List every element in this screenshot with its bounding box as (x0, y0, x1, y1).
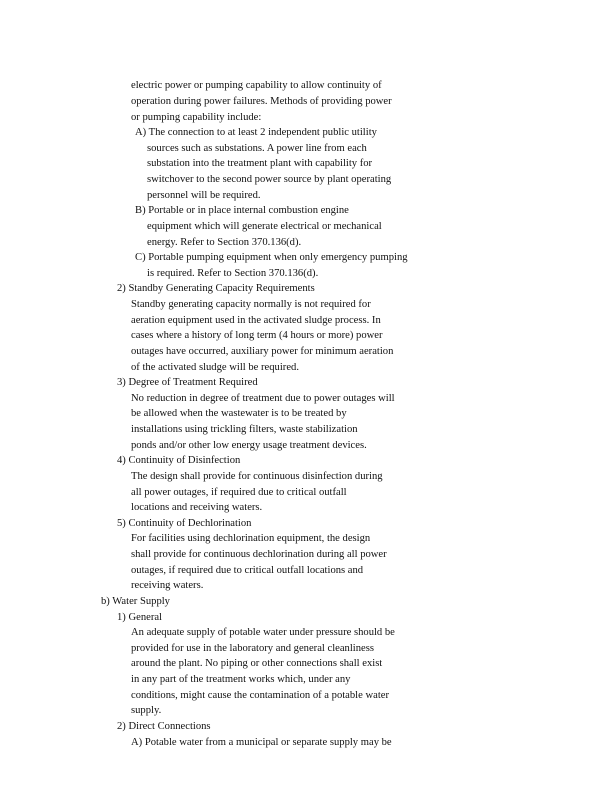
text-line: shall provide for continuous dechlorination during all power (131, 549, 387, 560)
text-line: or pumping capability include: (131, 112, 262, 123)
text-line: supply. (131, 705, 162, 716)
text-line: personnel will be required. (147, 190, 261, 201)
text-line: electric power or pumping capability to allow continuity of (131, 80, 382, 91)
text-line: conditions, might cause the contamination of a potable water (131, 690, 390, 701)
text-line: cases where a history of long term (4 hours or more) power (131, 330, 383, 341)
section-heading: 3) Degree of Treatment Required (117, 377, 258, 388)
text-line: For facilities using dechlorination equipment, the design (131, 533, 371, 544)
text-line: outages, if required due to critical outfall locations and (131, 565, 364, 576)
text-line: ponds and/or other low energy usage treatment devices. (131, 440, 367, 451)
section-heading: 4) Continuity of Disinfection (117, 455, 241, 466)
section-heading: 5) Continuity of Dechlorination (117, 518, 252, 529)
text-line: in any part of the treatment works which, under any (131, 674, 351, 685)
list-marker-line: C) Portable pumping equipment when only emergency pumping (135, 252, 408, 263)
list-marker-line: B) Portable or in place internal combustion engine (135, 205, 349, 216)
list-marker-line: A) The connection to at least 2 independent public utility (135, 127, 377, 138)
text-line: of the activated sludge will be required. (131, 362, 299, 373)
section-heading: 2) Direct Connections (117, 721, 211, 732)
section-heading: 2) Standby Generating Capacity Requirements (117, 283, 315, 294)
text-line: be allowed when the wastewater is to be treated by (131, 408, 347, 419)
text-line: provided for use in the laboratory and general cleanliness (131, 643, 374, 654)
text-line: is required. Refer to Section 370.136(d). (147, 268, 319, 279)
text-line: locations and receiving waters. (131, 502, 263, 513)
section-heading: 1) General (117, 612, 162, 623)
text-line: switchover to the second power source by plant operating (147, 174, 392, 185)
text-line: energy. Refer to Section 370.136(d). (147, 237, 302, 248)
text-line: aeration equipment used in the activated sludge process. In (131, 315, 381, 326)
text-line: The design shall provide for continuous disinfection during (131, 471, 383, 482)
text-line: Standby generating capacity normally is not required for (131, 299, 371, 310)
text-line: An adequate supply of potable water under pressure should be (131, 627, 395, 638)
text-line: around the plant. No piping or other connections shall exist (131, 658, 383, 669)
text-line: sources such as substations. A power line from each (147, 143, 367, 154)
list-marker-line: A) Potable water from a municipal or separate supply may be (131, 737, 392, 748)
text-line: receiving waters. (131, 580, 204, 591)
text-line: substation into the treatment plant with capability for (147, 158, 373, 169)
text-line: installations using trickling filters, waste stabilization (131, 424, 358, 435)
text-line: outages have occurred, auxiliary power for minimum aeration (131, 346, 394, 357)
section-heading: b) Water Supply (101, 596, 170, 607)
text-line: equipment which will generate electrical or mechanical (147, 221, 382, 232)
text-line: No reduction in degree of treatment due to power outages will (131, 393, 395, 404)
text-line: all power outages, if required due to critical outfall (131, 487, 347, 498)
text-line: operation during power failures. Methods of providing power (131, 96, 392, 107)
